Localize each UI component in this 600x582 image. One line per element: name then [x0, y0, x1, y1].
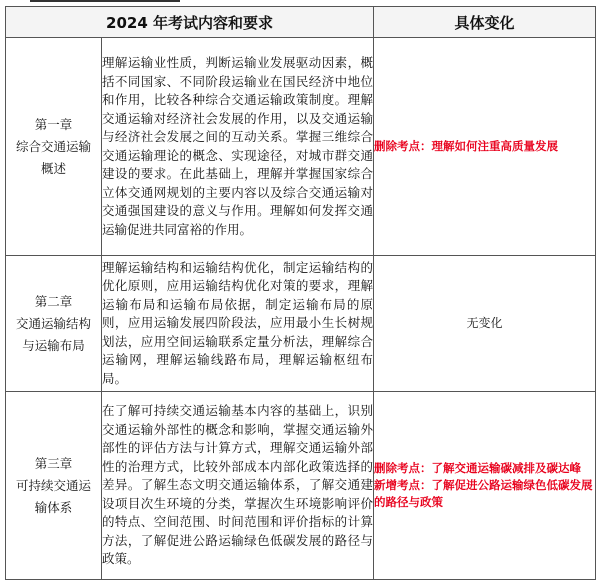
content-cell	[102, 38, 374, 256]
change-deleted-point: 删除考点：了解交通运输碳减排及碳达峰	[374, 461, 582, 475]
content-text: 在了解可持续交通运输基本内容的基础上，识别交通运输外部性的概念和影响，掌握交通运输外部性的评估方法与计算方式，理解交通运输外部性的治理方式，比较外部成本内部化政策选择的差异。了解生态文明交通运输体系，了解交通建设项目次生环境的分类，掌握次生环境影响评价的特点、空间范围、时间范围和评价指标的计算方法，了解促进公路运输绿色低碳发展的路径与政策。	[102, 403, 374, 567]
chapter-cell	[6, 38, 102, 256]
content-text: 理解运输结构和运输结构优化，制定运输结构的优化原则，应用运输结构优化对策的要求，理解运输布局和运输布局依据，制定运输布局的原则，应用运输发展四阶段法，应用最小生长树规划法，应用空间运输联系定量分析法，理解综合运输网，理解运输线路布局，理解运输枢纽布局。	[102, 259, 374, 386]
chapter-number: 第三章	[34, 455, 73, 471]
content-cell	[102, 392, 374, 580]
chapter-cell	[6, 256, 102, 392]
chapter-title-line: 概述	[40, 160, 66, 176]
exam-changes-table	[5, 6, 596, 580]
change-none: 无变化	[466, 316, 503, 330]
chapter-title-line: 可持续交通运	[15, 477, 91, 493]
chapter-title-line: 综合交通运输	[15, 138, 91, 154]
table-row	[6, 256, 596, 392]
change-deleted-point: 删除考点：理解如何注重高质量发展	[374, 139, 559, 153]
header-specific-changes: 具体变化	[374, 7, 596, 38]
chapter-title-line: 交通运输结构	[15, 315, 91, 331]
header-content-requirements: 2024 年考试内容和要求	[6, 7, 374, 38]
chapter-cell	[6, 392, 102, 580]
table-row	[6, 392, 596, 580]
table-row	[6, 38, 596, 256]
content-cell	[102, 256, 374, 392]
header-row	[6, 7, 596, 38]
change-cell	[374, 38, 596, 256]
change-cell	[374, 392, 596, 580]
change-cell	[374, 256, 596, 392]
chapter-number: 第一章	[34, 116, 73, 132]
chapter-number: 第二章	[34, 293, 73, 309]
chapter-title-line: 与运输布局	[22, 337, 85, 353]
change-added-point: 新增考点：了解促进公路运输绿色低碳发展的路径与政策	[374, 478, 593, 509]
chapter-title-line: 输体系	[34, 499, 73, 515]
content-text: 理解运输业性质，判断运输业发展驱动因素，概括不同国家、不同阶段运输业在国民经济中地位和作用，比较各种综合交通运输政策制度。理解交通运输对经济社会发展的作用，以及交通运输与经济社会发展之间的互动关系。掌握三维综合交通运输理论的概念、实现途径，对城市群交通建设的要求。在此基础上，理解并掌握国家综合立体交通网规划的主要内容以及综合交通运输对交通强国建设的意义与作用。理解如何发挥交通运输促进共同富裕的作用。	[102, 55, 374, 237]
top-rule	[30, 0, 180, 2]
